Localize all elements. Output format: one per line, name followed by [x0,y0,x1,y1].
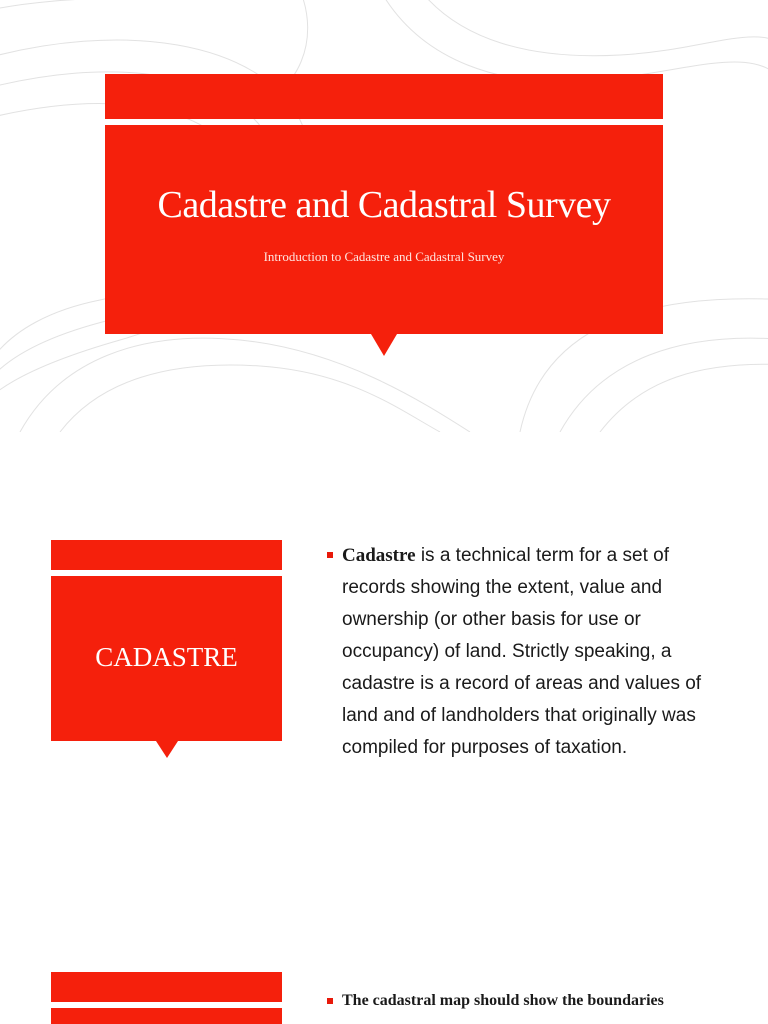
bullet-term: Cadastre [342,545,416,566]
bullet-definition: is a technical term for a set of records showing the extent, value and ownership (or other basis for use or occupancy) of land. Strictly speaking, a cadastre is a record of areas and values of land and of landholders that originally was compiled for purposes of taxation. [342,545,702,758]
section-card-pointer [156,741,178,758]
bullet-square-icon [327,552,333,558]
bullet-text: The cadastral map should show the boundaries [342,992,664,1009]
cadastre-slide [0,432,768,864]
section-card-top-bar [51,540,282,570]
section-card [51,1008,282,1024]
section-title: CADASTRE [95,642,238,672]
title-card-top-bar [105,74,663,119]
bullet-item [327,990,747,1012]
bullet-square-icon [327,998,333,1004]
title-card-pointer [371,334,397,356]
bullet-item [327,540,727,764]
bullet-text [342,540,727,764]
slide-title: Cadastre and Cadastral Survey [157,184,611,226]
title-card [105,125,663,334]
slide-subtitle: Introduction to Cadastre and Cadastral Survey [263,249,505,264]
section-card-top-bar [51,972,282,1002]
title-slide [0,0,768,432]
cadastral-map-slide [0,864,768,1024]
